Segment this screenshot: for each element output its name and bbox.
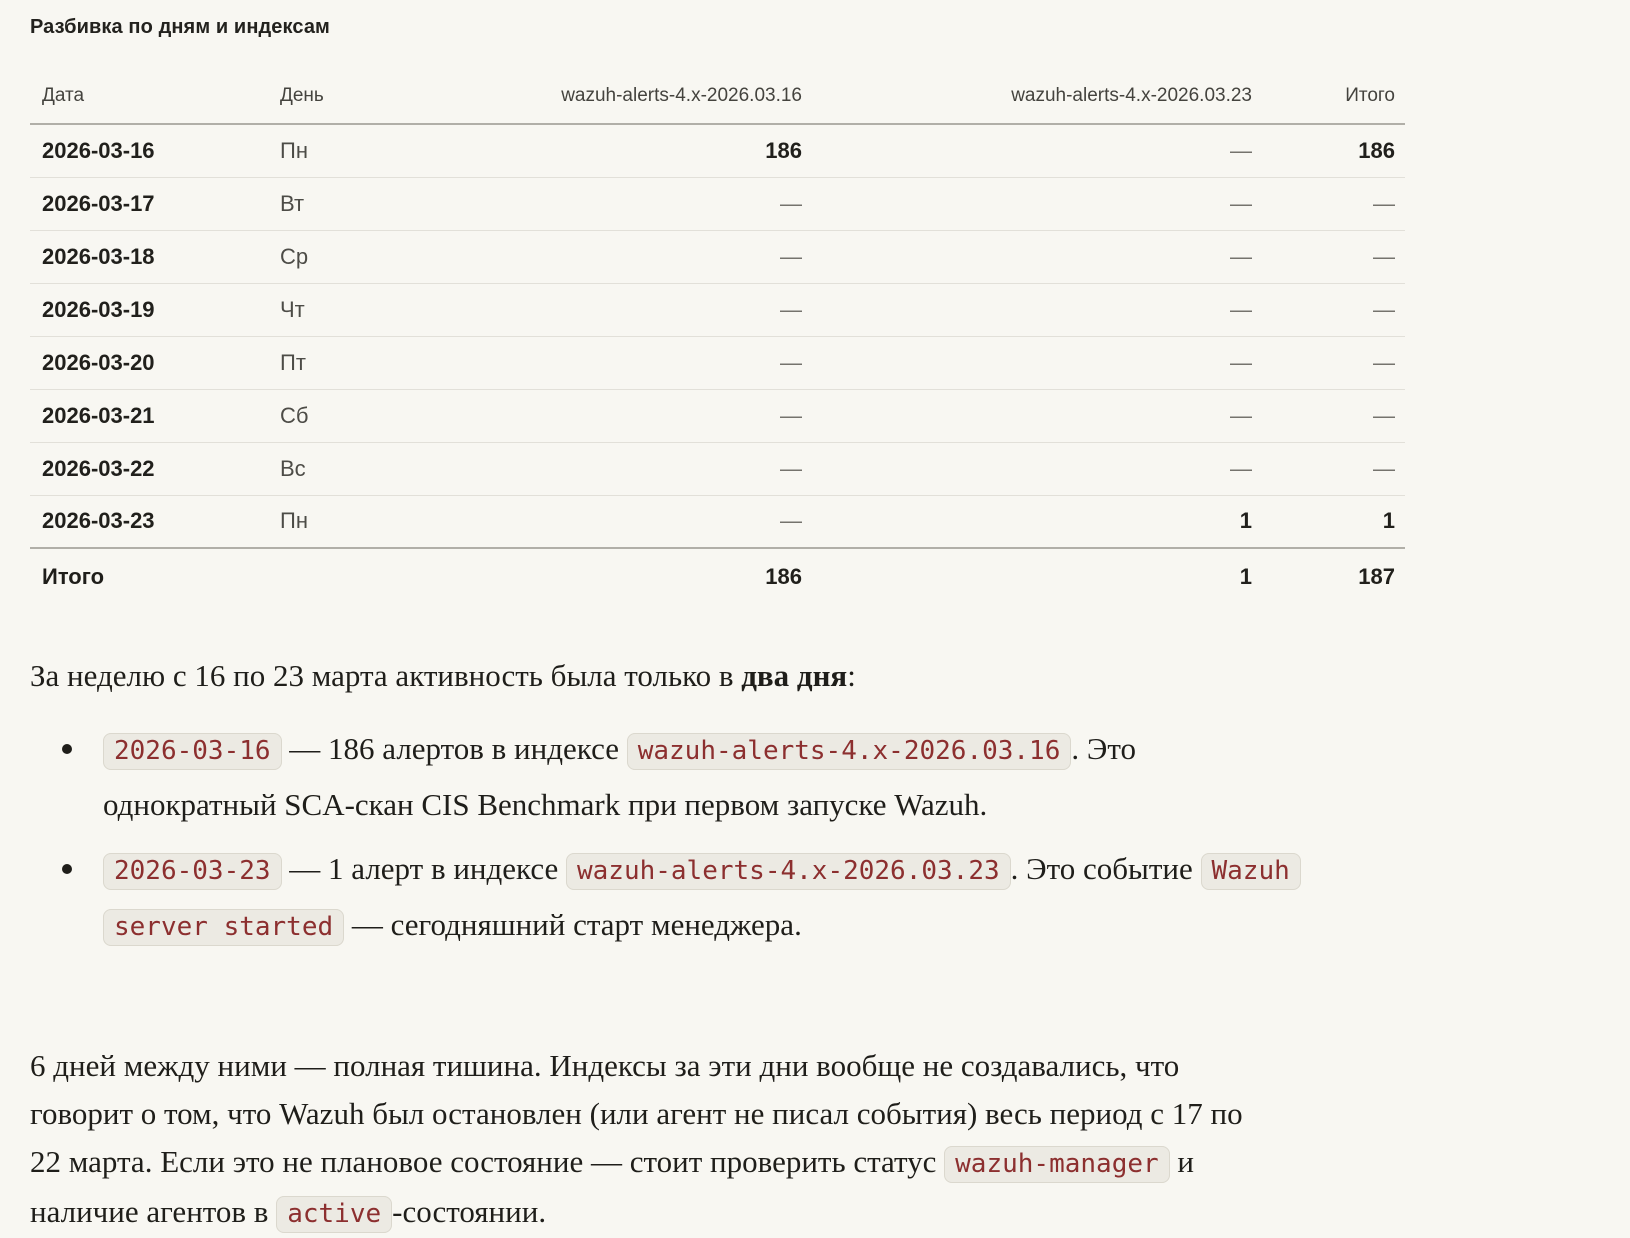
header-row [30,59,1405,124]
value-cell: — [780,508,802,534]
value-cell: 1 [1382,508,1395,534]
table-header [30,59,1405,124]
table-row [30,177,1405,230]
footer-value: 1 [1239,563,1252,589]
column-header: wazuh-alerts-4.x-2026.03.16 [561,85,802,106]
table-row [30,495,1405,548]
value-cell: — [1230,349,1252,375]
text-run: говорит о том, что Wazuh был остановлен (или агент не писал события) весь период с 17 по [30,1096,1243,1131]
list-item [30,842,1420,954]
column-header: Дата [42,85,85,106]
value-cell: — [780,455,802,481]
bullet-list [30,722,1600,954]
text-run: — сегодняшний старт менеджера. [344,907,802,942]
column-header: wazuh-alerts-4.x-2026.03.23 [1011,85,1252,106]
inline-code: server started [103,909,344,946]
value-cell: — [1230,243,1252,269]
table-body [30,124,1405,548]
value-cell: — [1230,296,1252,322]
table-row [30,230,1405,283]
text-run: — 186 алертов в индексе [281,731,627,766]
value-cell: — [780,243,802,269]
inline-code: Wazuh [1201,853,1301,890]
footer-value: 186 [765,563,802,589]
value-cell: — [780,349,802,375]
text-run: . Это событие [1010,851,1201,886]
day-cell: Ср [280,243,309,269]
date-cell: 2026-03-20 [42,349,155,375]
date-cell: 2026-03-19 [42,296,155,322]
inline-code: wazuh-alerts-4.x-2026.03.23 [566,853,1011,890]
inline-code: 2026-03-23 [103,853,282,890]
text-run: 6 дней между ними — полная тишина. Индексы за эти дни вообще не создавались, что [30,1048,1180,1083]
day-cell: Пт [280,349,306,375]
day-cell: Вс [280,455,306,481]
date-cell: 2026-03-21 [42,402,155,428]
value-cell: — [1230,137,1252,163]
text-run: однократный SCA-скан CIS Benchmark при первом запуске Wazuh. [103,787,988,822]
breakdown-table [30,59,1405,604]
text-run: и [1169,1144,1194,1179]
value-cell: — [1373,243,1395,269]
text-run: 22 марта. Если это не плановое состояние — стоит проверить статус [30,1144,945,1179]
bold-text: два дня [741,658,848,693]
table-footer [30,548,1405,604]
footer-value [278,548,438,604]
text-run: . Это [1071,731,1136,766]
summary-paragraph [30,652,1410,700]
value-cell: — [1230,190,1252,216]
value-cell: — [1373,455,1395,481]
value-cell: — [780,190,802,216]
column-header: Итого [1345,85,1395,106]
date-cell: 2026-03-18 [42,243,155,269]
value-cell: 186 [765,137,802,163]
text-run: : [847,658,856,693]
text-run: наличие агентов в [30,1194,277,1229]
date-cell: 2026-03-23 [42,508,155,534]
section-title: Разбивка по дням и индексам [30,16,330,38]
value-cell: — [1373,349,1395,375]
text-run: За неделю с 16 по 23 марта активность была только в [30,658,742,693]
footer-value: 187 [1358,563,1395,589]
day-cell: Вт [280,190,305,216]
table-row [30,442,1405,495]
value-cell: — [1373,190,1395,216]
date-cell: 2026-03-17 [42,190,155,216]
date-cell: 2026-03-16 [42,137,155,163]
day-cell: Сб [280,402,309,428]
table-row [30,283,1405,336]
value-cell: 1 [1239,508,1252,534]
value-cell: — [1373,296,1395,322]
table-row [30,124,1405,177]
inline-code: active [276,1196,392,1233]
day-cell: Пн [280,137,308,163]
value-cell: — [780,296,802,322]
list-item [30,722,1420,832]
footer-row [30,548,1405,604]
value-cell: — [1230,455,1252,481]
value-cell: — [780,402,802,428]
text-run: — 1 алерт в индексе [281,851,566,886]
day-cell: Чт [280,296,305,322]
value-cell: — [1373,402,1395,428]
date-cell: 2026-03-22 [42,455,155,481]
conclusion-paragraph [30,1042,1410,1238]
inline-code: wazuh-alerts-4.x-2026.03.16 [627,733,1072,770]
table-row [30,336,1405,389]
footer-label: Итого [42,563,105,589]
text-run: -состоянии. [392,1194,547,1229]
inline-code: wazuh-manager [944,1146,1170,1183]
value-cell: — [1230,402,1252,428]
column-header: День [280,85,324,106]
inline-code: 2026-03-16 [103,733,282,770]
value-cell: 186 [1358,137,1395,163]
day-cell: Пн [280,508,308,534]
table-row [30,389,1405,442]
